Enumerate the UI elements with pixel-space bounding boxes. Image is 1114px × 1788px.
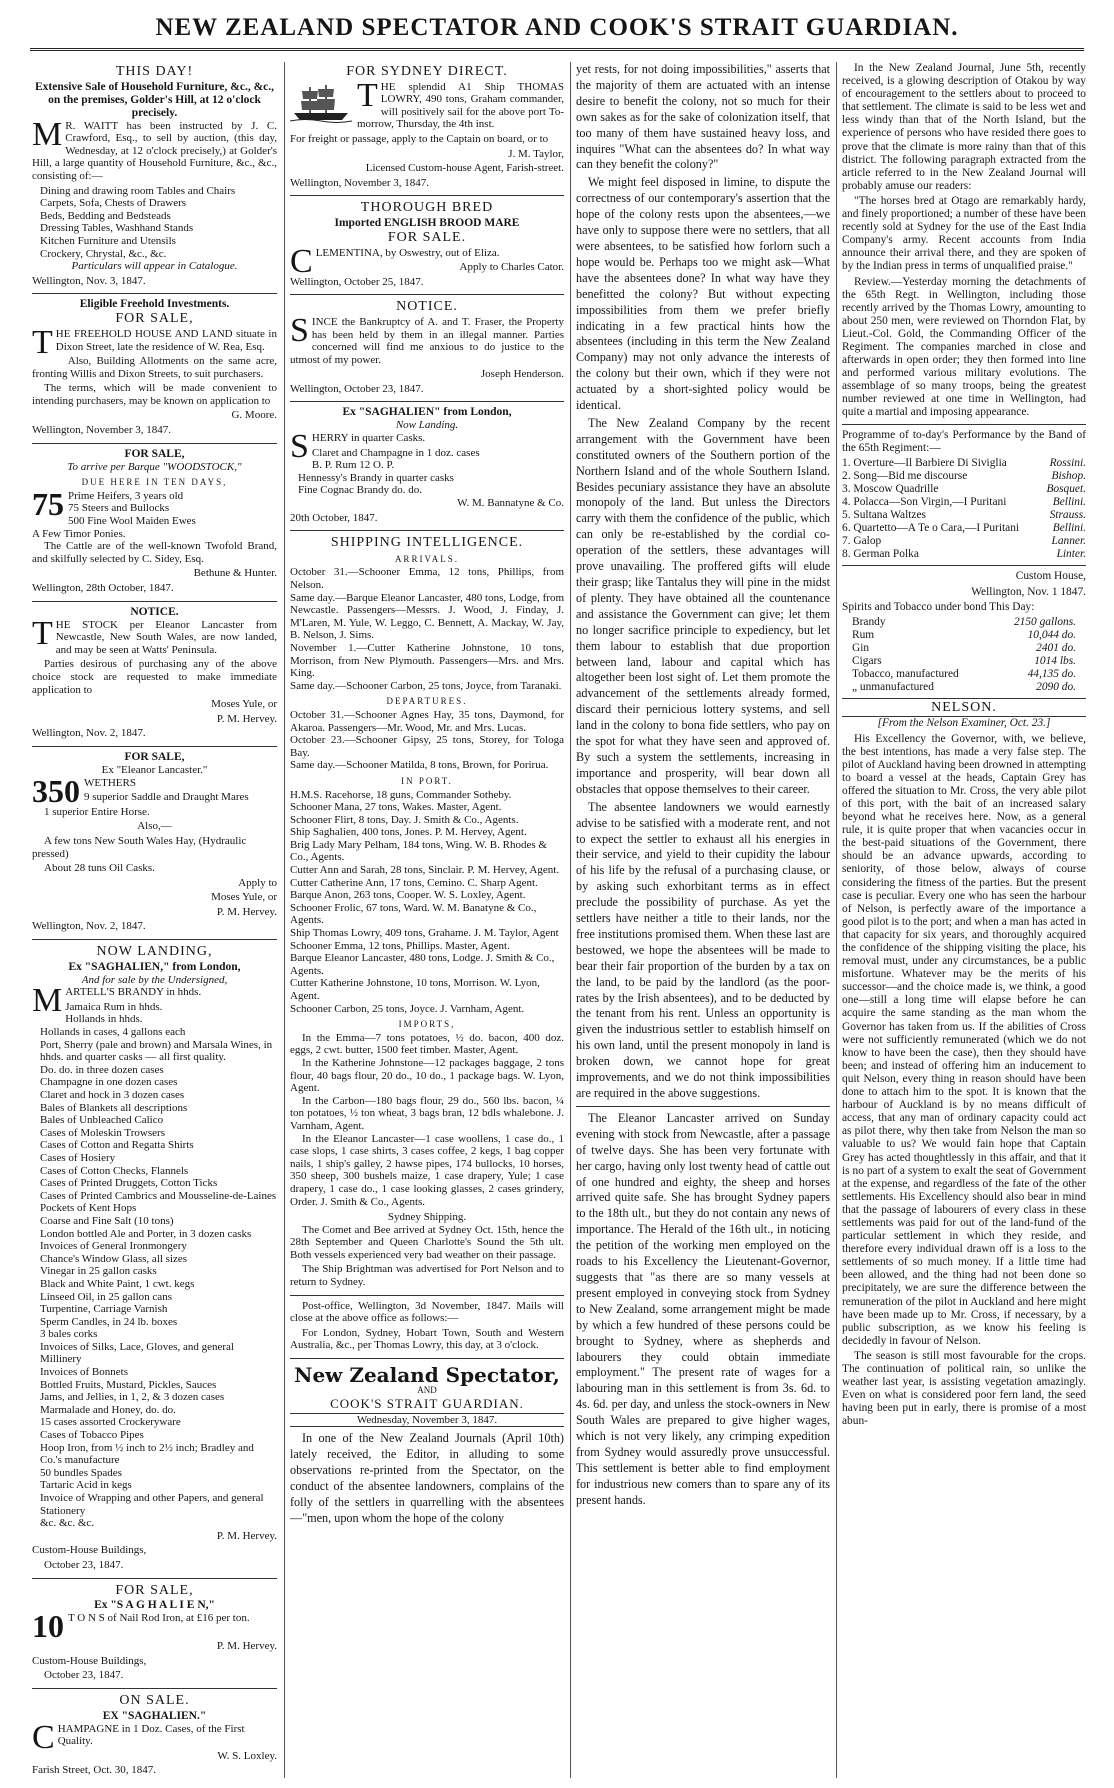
ad-title: THOROUGH BRED xyxy=(360,200,494,216)
ad-body: HE splendid A1 Ship THOMAS LOWRY, 490 tons, Graham commander, will positively sail for the above port To-morrow, Thursday, the 4th inst. xyxy=(357,80,564,131)
ad-item-list xyxy=(290,447,564,497)
ad-brood-mare xyxy=(290,198,564,295)
list-item: Dining and drawing room Tables and Chairs xyxy=(40,184,236,197)
table-row xyxy=(842,522,1086,535)
list-item: October 31.—Schooner Emma, 12 tons, Phillips, from Nelson. xyxy=(290,566,564,591)
departures-list xyxy=(290,709,564,772)
list-item: Marmalade and Honey, do. do. xyxy=(40,1403,176,1416)
list-item: Kitchen Furniture and Utensils xyxy=(40,234,176,247)
table-row xyxy=(842,457,1086,470)
list-item: Prime Heifers, 3 years old xyxy=(68,489,184,502)
ad-saghalien xyxy=(290,404,564,531)
ad-body: ARTELL'S BRANDY in hhds. xyxy=(65,986,202,999)
column-1 xyxy=(32,62,277,1780)
masthead-rule xyxy=(30,48,1084,51)
list-item: Cases of Hosiery xyxy=(40,1151,116,1164)
row-label: 6. Quartetto—A Te o Cara,—I Puritani xyxy=(842,522,1020,535)
list-item: 3 bales corks xyxy=(40,1328,98,1341)
ad-line: WETHERS xyxy=(84,776,136,789)
sydney-shipping-text: The Comet and Bee arrived at Sydney Oct. 15th, hence the 28th September and Queen Charlotte's Sound the 5th ult. Both vessels experienced very bad weather on their passage. xyxy=(290,1223,564,1261)
ad-line: 9 superior Saddle and Draught Mares xyxy=(84,791,249,804)
row-value: Bellini. xyxy=(1052,522,1086,535)
column-2 xyxy=(290,62,564,1780)
list-item: Ship Saghalien, 400 tons, Jones. P. M. Hervey, Agent. xyxy=(290,826,527,839)
ad-subtitle: FOR SALE, xyxy=(115,311,194,327)
ad-also: Also,— xyxy=(137,820,172,833)
list-item: Cutter Catherine Ann, 17 tons, Cemino. C. Sharp Agent. xyxy=(290,876,538,889)
drop-cap: T xyxy=(357,76,378,114)
ad-subtitle: To arrive per Barque "WOODSTOCK," xyxy=(67,460,242,473)
row-label: 3. Moscow Quadrille xyxy=(842,482,939,495)
ad-sydney-direct xyxy=(290,62,564,196)
ad-signature: Moses Yule, or xyxy=(211,891,277,904)
list-item: Black and White Paint, 1 cwt. kegs xyxy=(40,1277,195,1290)
ship-icon xyxy=(290,83,352,123)
ad-due: DUE HERE IN TEN DAYS, xyxy=(81,477,228,488)
ad-apply: Apply to Charles Cator. xyxy=(459,261,564,274)
ad-date: October 23, 1847. xyxy=(44,1558,124,1571)
column-rule xyxy=(570,62,571,1778)
ad-date: 20th October, 1847. xyxy=(290,511,378,524)
row-value: 44,135 do. xyxy=(1027,668,1076,681)
ad-number: 350 xyxy=(32,772,80,809)
ad-date: Wellington, Nov. 2, 1847. xyxy=(32,920,146,933)
editorial-paragraph: We might feel disposed in limine, to dispute the correctness of our contemporary's assertion that the hope of the colony rests upon the absentees,—we have only to suppose there were no settlers, that all were absentees, to be satisfied how forlorn such a hope would be. Perhaps too we might ask—What have the absentees done? In what way have they benefitted the colony? But without expecting impossibilities from them we prefer briefly indicating in a few practical hints how the absentees (including in this term the New Zealand Company) may not only advance the interests of the colony but their own, which if they were not actuated by a short-sighted policy would be identical. xyxy=(576,175,830,413)
table-row xyxy=(852,616,1076,629)
programme-title: Programme of to-day's Performance by the Band of the 65th Regiment:— xyxy=(842,428,1086,454)
ad-body: T O N S of Nail Rod Iron, at £16 per ton. xyxy=(68,1612,250,1625)
list-item: Bales of Unbleached Calico xyxy=(40,1114,164,1127)
custom-house-subtitle: Spirits and Tobacco under bond This Day: xyxy=(842,600,1035,613)
ad-date: Wellington, 28th October, 1847. xyxy=(32,582,174,594)
table-row xyxy=(852,681,1076,694)
ad-cattle-sale xyxy=(32,446,277,602)
paper-subtitle: COOK'S STRAIT GUARDIAN. xyxy=(330,1396,524,1412)
ad-title: ON SALE. xyxy=(119,1692,190,1708)
list-item: In the Emma—7 tons potatoes, ½ do. bacon, 400 doz. eggs, 2 cwt. butter, 1500 feet timber. Master, Agent. xyxy=(290,1031,564,1057)
row-label: Gin xyxy=(852,641,870,654)
programme-list xyxy=(842,457,1086,567)
list-item: Coarse and Fine Salt (10 tons) xyxy=(40,1214,174,1227)
ad-date: Wellington, Nov. 3, 1847. xyxy=(32,274,146,287)
row-label: 5. Sultana Waltzes xyxy=(842,509,926,522)
ad-title: NOTICE. xyxy=(396,299,458,315)
row-value: Bishop. xyxy=(1051,469,1086,482)
list-item: Turpentine, Carriage Varnish xyxy=(40,1303,168,1316)
row-value: 10,044 do. xyxy=(1027,628,1076,641)
ad-body: HE STOCK per Eleanor Lancaster from Newcastle, New South Wales, are now landed, and may be seen at Watts' Peninsula. xyxy=(55,618,277,656)
ad-body: LEMENTINA, by Oswestry, out of Eliza. xyxy=(315,246,500,259)
table-row xyxy=(842,483,1086,496)
list-item: Invoices of General Ironmongery xyxy=(40,1240,187,1253)
list-item: Schooner Flirt, 8 tons, Day. J. Smith & Co., Agents. xyxy=(290,813,519,826)
row-value: 2401 do. xyxy=(1036,641,1076,654)
ad-subtitle: Now Landing. xyxy=(395,419,459,432)
ad-number: 10 xyxy=(32,1608,64,1645)
list-item: Port, Sherry (pale and brown) and Marsala Wines, in hhds. and quarter casks — all first quality. xyxy=(40,1038,273,1064)
post-office-text: For London, Sydney, Hobart Town, South and Western Australia, &c., per Thomas Lowry, this day, at 3 o'clock. xyxy=(290,1326,564,1352)
row-label: 4. Polacca—Son Virgin,—I Puritani xyxy=(842,496,1007,508)
ad-stock-notice xyxy=(32,604,277,747)
ad-body: The terms, which will be made convenient to intending purchasers, may be known on application to xyxy=(32,382,277,407)
ad-signature: W. M. Bannatyne & Co. xyxy=(457,497,564,510)
list-item: Chance's Window Glass, all sizes xyxy=(40,1252,188,1265)
table-row xyxy=(842,496,1086,509)
editorial-paragraph: The absentee landowners we would earnestly advise to be satisfied with a moderate rent, and not to expect the settler to exhaust all his energies in their service, and yield to their cupidity the labour of his life by the refusal of a purchasing clause, or by asking such exhorbitant terms as in effect preclude the possibility of purchase. As yet the settlers have neither a title to their lands, nor the free institutions promised them. When these last are bestowed, we hope the absentees will be made to bear their fair proportion of the burden by a tax on the land, to be paid by the landlord (as the poor-rates by the Irish absentees), and to be deducted by the tenant from his rent. Unless an opportunity is given the industrious settler to establish himself on his own land, until the present monopoly in land is broken down, we cannot hope for great improvements, and we do not think impossibilities are required in the above suggestions. xyxy=(576,800,830,1107)
ad-line: A few tons New South Wales Hay, (Hydraulic pressed) xyxy=(32,834,247,860)
ad-date: Wellington, November 3, 1847. xyxy=(32,424,172,437)
list-item: Cases of Printed Druggets, Cotton Ticks xyxy=(40,1177,218,1190)
ad-freehold xyxy=(32,296,277,443)
list-item: In the Katherine Johnstone—12 packages baggage, 2 tons flour, 40 bags flour, 20 do., 10 do., 1 package bags. W. Lyon, Agent. xyxy=(290,1056,564,1095)
masthead xyxy=(30,10,1084,48)
row-value: Lanner. xyxy=(1051,535,1086,548)
ad-body: HERRY in quarter Casks. xyxy=(311,432,426,445)
list-item: Brig Lady Mary Pelham, 184 tons, Wing. W. B. Rhodes & Co., Agents. xyxy=(290,838,547,864)
row-value: 1014 lbs. xyxy=(1034,655,1076,668)
arrivals-heading: ARRIVALS. xyxy=(394,553,460,564)
ad-signature: P. M. Hervey. xyxy=(216,1640,277,1653)
list-item: Beds, Bedding and Bedsteads xyxy=(40,209,171,222)
post-office-text: Post-office, Wellington, 3d November, 1847. Mails will close at the above office as follows:— xyxy=(290,1299,564,1325)
shipping-intelligence xyxy=(290,533,564,1295)
list-item: Cases of Cotton and Regatta Shirts xyxy=(40,1139,194,1152)
ad-line: About 28 tuns Oil Casks. xyxy=(44,862,155,875)
paper-title: New Zealand Spectator, xyxy=(294,1363,560,1388)
row-value: 2090 do. xyxy=(1036,681,1076,694)
ad-item-list xyxy=(32,1001,277,1530)
editorial xyxy=(290,1361,564,1533)
paper-date: Wednesday, November 3, 1847. xyxy=(290,1413,564,1428)
table-row xyxy=(852,629,1076,642)
ad-line: 1 superior Entire Horse. xyxy=(44,805,150,818)
news-paragraph: The Eleanor Lancaster arrived on Sunday evening with stock from Newcastle, after a passage of twelve days. She has been very fortunate with her cargo, having only lost twenty head of cattle out of one hundred and eighty, the sheep and horses arrived quite safe. She has brought Sydney papers to the 18th ult., but they do not contain any news of importance. The Herald of the 16th ult., in noticing the petition of the working men employed on the roads to his Excellency the Lieutenant-Governor, suggests that "as there are so many vessels at present employed in conveying stock from Sydney to New Zealand, some arrangement might be made by which a few hundred of these persons could be brought to Sydney, where as shepherds and labourers they could obtain immediate employment." The present rate of wages for a labouring man in this settlement is from 3s. 6d. to 4s. 6d. per day, and unless the stock-owners in New South Wales are prepared to give higher wages, which is not very likely, any crimping expedition from Sydney would assuredly prove unsuccessful. This settlement is better able to find employment for industrious new comers than to spare any of its present hands. xyxy=(576,1110,830,1507)
ad-date: October 23, 1847. xyxy=(44,1669,124,1682)
list-item: Crockery, Chrystal, &c., &c. xyxy=(40,247,167,260)
row-label: Cigars xyxy=(852,655,882,668)
paper-and: AND xyxy=(417,1384,437,1395)
editorial-paragraph: yet rests, for not doing impossibilities," asserts that the majority of them are actuated with an intense desire to benefit the colony, not so much for their own sakes as for the sake of colonization itself, that too many of them have sustained heavy loss, and inquires "What can the absentees do? In what way can they benefit the colony?" xyxy=(576,62,830,172)
row-value: Bosquet. xyxy=(1046,482,1086,495)
in-port-list xyxy=(290,789,564,1016)
list-item: 500 Fine Wool Maiden Ewes xyxy=(68,515,196,528)
ad-body: R. WAITT has been instructed by J. C. Crawford, Esq., to sell by auction, (this day, Wednesday, at 12 o'clock precisely,) at Golder's Hill, a large quantity of Household Furniture, &c., &c., consisting of:— xyxy=(32,119,277,182)
row-label: 2. Song—Bid me discourse xyxy=(842,469,968,482)
table-row xyxy=(852,668,1076,681)
ad-date: Wellington, Nov. 2, 1847. xyxy=(32,727,146,740)
ad-title: Eligible Freehold Investments. xyxy=(79,298,230,311)
column-3 xyxy=(576,62,830,1780)
row-label: „ unmanufactured xyxy=(852,681,934,694)
list-item: Invoices of Silks, Lace, Gloves, and general Millinery xyxy=(40,1340,234,1366)
departures-heading: DEPARTURES. xyxy=(386,696,468,707)
list-item: Same day.—Barque Eleanor Lancaster, 480 tons, Lodge, from Newcastle. Passengers—Messrs. J. Wood, J. Finday, J. M'Laren, M. Yule, W. Leggo, C. Bennett, A. Mackay, W. Jay, B. Nelson, J. Sims. xyxy=(290,591,564,642)
ad-body: For freight or passage, apply to the Captain on board, or to xyxy=(290,132,549,145)
table-row xyxy=(842,535,1086,548)
list-item: In the Eleanor Lancaster—1 case woollens, 1 case do., 1 case slops, 1 case shirts, 3 cases coffee, 2 kegs, 1 bag copper nails, 1 ship's galley, 2 hawse pipes, 174 bullocks, 10 horses, 350 sheep, 300 bushels maize, 1 case drapery, Yule; 1 case drapery, 1 case do., 1 case looking glasses, 2 cases grindery, Order. J. Smith & Co., Agents. xyxy=(290,1132,564,1208)
table-row xyxy=(842,548,1086,561)
list-item: Dressing Tables, Washhand Stands xyxy=(40,222,194,235)
drop-cap: S xyxy=(290,311,309,349)
table-row xyxy=(852,642,1076,655)
ad-subtitle: Ex "SAGHALIEN," from London, xyxy=(68,960,241,973)
ad-champagne xyxy=(32,1691,277,1780)
ad-signature: J. M. Taylor, xyxy=(508,147,564,160)
list-item: Ship Thomas Lowry, 409 tons, Grahame. J. M. Taylor, Agent xyxy=(290,927,559,940)
list-item: Schooner Emma, 12 tons, Phillips. Master, Agent. xyxy=(290,939,510,952)
ad-subtitle: FOR SALE. xyxy=(387,229,467,245)
nelson-text: The season is still most favourable for the crops. The continuation of political rain, so unlike the weather last year, is assisting vegetation amazingly. Even on what is considered poor fern land, the seed having been put in early, there is promise of a most abun- xyxy=(842,1349,1086,1428)
list-item: Bottled Fruits, Mustard, Pickles, Sauces xyxy=(40,1378,217,1391)
row-value: Rossini. xyxy=(1049,456,1086,469)
editorial-text: In one of the New Zealand Journals (April 10th) lately received, the Editor, in alluding to some observations re-printed from the Spectator, on the conduct of the absentee landowners, complains of the folly of the settlers in quarrelling with the absentees—"men, upon whom the hope of the colony xyxy=(290,1431,564,1525)
column-rule xyxy=(284,62,285,1778)
ad-subtitle: Extensive Sale of Household Furniture, &c., &c., on the premises, Golder's Hill, at 12 o'clock precisely. xyxy=(34,80,275,119)
ad-body: HE FREEHOLD HOUSE AND LAND situate in Dixon Street, late the residence of W. Rea, Esq. xyxy=(55,327,277,353)
drop-cap: M xyxy=(32,982,63,1020)
list-item: Schooner Mana, 27 tons, Wakes. Master, Agent. xyxy=(290,801,502,814)
list-item: Vinegar in 25 gallon casks xyxy=(40,1265,157,1278)
list-item: H.M.S. Racehorse, 18 guns, Commander Sotheby. xyxy=(290,788,512,801)
drop-cap: S xyxy=(290,428,309,466)
row-value: Bellini. xyxy=(1052,496,1086,508)
row-value: Strauss. xyxy=(1049,509,1086,522)
ad-signature: P. M. Hervey. xyxy=(216,712,277,725)
table-row xyxy=(842,509,1086,522)
ad-subtitle: Imported ENGLISH BROOD MARE xyxy=(334,216,520,229)
list-item: 15 cases assorted Crockeryware xyxy=(40,1416,181,1429)
row-label: Brandy xyxy=(852,615,886,628)
ad-furniture-sale xyxy=(32,62,277,294)
drop-cap: M xyxy=(32,115,63,153)
sydney-shipping-text: The Ship Brightman was advertised for Port Nelson and to return to Sydney. xyxy=(290,1263,564,1289)
ad-title: FOR SYDNEY DIRECT. xyxy=(346,64,508,79)
ad-subtitle: Ex "Eleanor Lancaster." xyxy=(101,763,208,776)
row-value: Linter. xyxy=(1056,548,1086,561)
list-item: Hennessy's Brandy in quarter casks xyxy=(298,471,454,484)
nelson-text: His Excellency the Governor, with, we believe, the best intentions, has made a very false step. The pilot of Auckland having been drowned in attempting to board a vessel at the heads, Captain Grey has offered the situation to Mr. Cross, the very able pilot of this port, with the bait of an increased salary beyond what he receives here. Now, as a general rule, it is quite proper that when vacancies occur in the best-paid situations of the Government, there should be an advance upwards, according to seniority, of those below, always of course considering the fitness of the parties. But the present case is peculiar. Every one who has seen the harbour of Nelson, is perfectly aware of the importance a good pilot is to the port; and when a man has acted in that capacity for six years, and thoroughly acquired the confidence of the shipping visiting the place, his removal must, under any circumstances, be a public misfortune. Whatever may be the merits of his successor—and the choice made is, we think, a good one—still a long time will elapse before he can acquire the same standing as the man whom the Governor has taken from us. If the abilities of Cross were not sufficiently remunerated (which we do not know to have been the case), then they should have been; and instead of offering him an inducement to quit Nelson, every thing in reason should have been done to attach him to the spot. It is known that the harbour of Auckland is by no means difficult of access, that any man of ordinary capacity could act as pilot there, why then take from Nelson the man so valuable to us? We would fain hope that Captain Grey has acted thoughtlessly in this affair, and that it is no part of a system to exalt the seat of Government at the expense, and regardless of the fate of the other settlements. His Excellency should also bear in mind that the passage of labourers of every class in these settlements was paid for out of the land-fund of the particular settlement in which they reside, and therefore every individual drawn off is a loss to the settlements of so much money. If a little time had been allowed, and the thing had not been done so precipitately, we are sure the difference between the remuneration of the pilot in Auckland and here might have been made up to Mr. Cross, if necessary, by a public subscription, as we know his feeling is decidedly in favour of Nelson. xyxy=(842,732,1086,1347)
ad-signature: Licensed Custom-house Agent, Farish-street. xyxy=(365,162,564,175)
ad-body: The Cattle are of the well-known Twofold Brand, and skilfully selected by C. Sidey, Esq. xyxy=(32,540,277,565)
ad-date: Wellington, October 25, 1847. xyxy=(290,275,424,288)
nelson-source: [From the Nelson Examiner, Oct. 23.] xyxy=(842,716,1086,730)
drop-cap: C xyxy=(290,242,313,280)
row-label: 8. German Polka xyxy=(842,548,919,561)
list-item: Same day.—Schooner Carbon, 25 tons, Joyce, from Taranaki. xyxy=(290,679,562,692)
bond-table xyxy=(842,616,1086,700)
list-item: London bottled Ale and Porter, in 3 dozen casks xyxy=(40,1227,252,1240)
list-item: Schooner Carbon, 25 tons, Joyce. J. Varnham, Agent. xyxy=(290,1002,525,1015)
ad-title: NOW LANDING, xyxy=(96,944,213,960)
column-4 xyxy=(842,62,1086,1780)
row-value: 2150 gallons. xyxy=(1013,615,1076,628)
imports-heading: IMPORTS, xyxy=(398,1019,456,1030)
ad-subtitle: Ex "S A G H A L I E N," xyxy=(94,1599,215,1612)
ad-signature: P. M. Hervey. xyxy=(216,905,277,918)
list-item: Claret and Champagne in 1 doz. cases xyxy=(311,446,480,459)
list-item: October 31.—Schooner Agnes Hay, 35 tons, Daymond, for Akaroa. Passengers—Mr. Wood, Mr. and Mrs. Lucas. xyxy=(290,708,564,734)
ad-note: Particulars will appear in Catalogue. xyxy=(71,260,238,273)
list-item: Schooner Frolic, 67 tons, Ward. W. M. Banatyne & Co., Agents. xyxy=(290,901,537,927)
list-item: Hollands in hhds. xyxy=(65,1013,143,1026)
in-port-heading: IN PORT. xyxy=(401,775,453,786)
list-item: 50 bundles Spades xyxy=(40,1466,122,1479)
ad-signature: Joseph Henderson. xyxy=(480,368,564,381)
list-item: In the Carbon—180 bags flour, 29 do., 560 lbs. bacon, ¼ ton potatoes, ½ ton wheat, 3 bags bran, 12 bdls whalebone. J. Varnham, Agent. xyxy=(290,1094,564,1132)
drop-cap: C xyxy=(32,1718,55,1756)
list-item: Champagne in one dozen cases xyxy=(40,1076,178,1089)
list-item: Linseed Oil, in 25 gallon cans xyxy=(40,1290,172,1303)
custom-house-date: Wellington, Nov. 1 1847. xyxy=(971,585,1086,598)
list-item: Jamaica Rum in hhds. xyxy=(65,1000,163,1013)
ad-signature: P. M. Hervey. xyxy=(216,1529,277,1542)
list-item: 75 Steers and Bullocks xyxy=(68,502,170,515)
ad-body: Parties desirous of purchasing any of the above choice stock are requested to make immediate application to xyxy=(32,658,277,696)
ad-date: Farish Street, Oct. 30, 1847. xyxy=(32,1764,157,1777)
ad-title: FOR SALE, xyxy=(115,1582,194,1598)
ad-date: Wellington, October 23, 1847. xyxy=(290,382,424,395)
list-item: Hollands in cases, 4 gallons each xyxy=(40,1026,186,1039)
ad-title: FOR SALE, xyxy=(124,447,185,460)
ad-item-list xyxy=(32,185,277,261)
ad-body: HAMPAGNE in 1 Doz. Cases, of the First Quality. xyxy=(57,1722,245,1748)
list-item: Sperm Candles, in 24 lb. boxes xyxy=(40,1315,178,1328)
table-row xyxy=(842,470,1086,483)
list-item: Invoice of Wrapping and other Papers, and general Stationery xyxy=(40,1492,264,1517)
arrivals-list xyxy=(290,566,564,692)
drop-cap: T xyxy=(32,323,53,361)
ad-signature: Bethune & Hunter. xyxy=(193,567,277,580)
list-item: Cases of Moleskin Trowsers xyxy=(40,1126,165,1139)
row-label: Tobacco, manufactured xyxy=(852,668,959,681)
column-rule xyxy=(836,62,837,1778)
ad-nail-rod xyxy=(32,1581,277,1689)
list-item: Tartaric Acid in kegs xyxy=(40,1479,132,1492)
news-quote: "The horses bred at Otago are remarkably hardy, and finely proportioned; a number of these have been recently sold at Sydney for the use of the East India Company's army. Recent accounts from India announce their arrival there, and they are spoken of by the Indian press in terms of unqualified praise." xyxy=(842,194,1086,273)
ad-signature: Moses Yule, or xyxy=(211,698,277,711)
review-paragraph: Review.—Yesterday morning the detachments of the 65th Regt. in Wellington, including those recently arrived by the Thomas Lowry, amounting to about 250 men, were reviewed on Thorndon Flat, by Lieut.-Col. Gold, the Commanding Officer of the Regiment. The companies marched in close and afterwards in open order; they then formed into line and performed various military evolutions. The assemblage of so many troops, being the greatest number reviewed at one time in Wellington, had quite a martial and imposing appearance. xyxy=(842,276,1086,425)
ad-title: THIS DAY! xyxy=(115,64,194,79)
ad-place: Custom-House Buildings, xyxy=(32,1544,147,1557)
row-label: 1. Overture—Il Barbiere Di Siviglia xyxy=(842,456,1007,469)
drop-cap: T xyxy=(32,614,53,652)
list-item: Hoop Iron, from ½ inch to 2½ inch; Bradley and Co.'s manufacture xyxy=(40,1441,254,1467)
ad-wethers xyxy=(32,749,277,940)
ad-apply: Apply to xyxy=(238,876,277,889)
news-paragraph: In the New Zealand Journal, June 5th, recently received, is a glowing description of Otakou by way of encouragement to the settlers about to proceed to that settlement. The climate is said to be less wet and less windy than that of the North Island, but the experience of persons who have resided there goes to prove that the climate is more rainy than that of this district. The following paragraph extracted from the article referred to in the New Zealand Journal will probably amuse our readers: xyxy=(842,62,1086,192)
list-item: A Few Timor Ponies. xyxy=(32,527,126,540)
list-item: Do. do. in three dozen cases xyxy=(40,1063,164,1076)
list-item: Invoices of Bonnets xyxy=(40,1366,128,1379)
row-label: Rum xyxy=(852,628,875,641)
list-item: B. P. Rum 12 O. P. xyxy=(311,459,395,472)
list-item: Barque Eleanor Lancaster, 480 tons, Lodge. J. Smith & Co., Agents. xyxy=(290,952,555,977)
list-item: Cutter Katherine Johnstone, 10 tons, Morrison. W. Lyon, Agent. xyxy=(290,977,540,1002)
ad-date: Wellington, November 3, 1847. xyxy=(290,176,430,189)
list-item: Carpets, Sofa, Chests of Drawers xyxy=(40,197,187,210)
list-item: Barque Anon, 263 tons, Cooper. W. S. Loxley, Agent. xyxy=(290,889,526,902)
ad-title: FOR SALE, xyxy=(124,750,185,763)
ad-body: Also, Building Allotments on the same acre, fronting Willis and Dixon Streets, to suit purchasers. xyxy=(32,355,277,380)
sydney-shipping-heading: Sydney Shipping. xyxy=(387,1211,467,1224)
nelson-heading: NELSON. xyxy=(931,700,997,716)
table-row xyxy=(852,655,1076,668)
ad-signature: G. Moore. xyxy=(231,409,277,422)
list-item: Fine Cognac Brandy do. do. xyxy=(298,484,423,497)
list-item: Pockets of Kent Hops xyxy=(40,1202,137,1215)
ad-signature: W. S. Loxley. xyxy=(217,1749,277,1762)
post-office-notice xyxy=(290,1298,564,1359)
list-item: October 23.—Schooner Gipsy, 25 tons, Storey, for Tologa Bay. xyxy=(290,734,564,759)
list-item: Bales of Blankets all descriptions xyxy=(40,1101,188,1114)
list-item: November 1.—Cutter Katherine Johnstone, 10 tons, Morrison, from New Plymouth. Passengers—Mrs. and Mrs. King. xyxy=(290,641,564,680)
list-item: Same day.—Schooner Matilda, 8 tons, Brown, for Porirua. xyxy=(290,759,549,772)
ad-title: Ex "SAGHALIEN" from London, xyxy=(342,406,512,419)
list-item: Cases of Printed Cambrics and Mousseline-de-Laines xyxy=(40,1189,277,1202)
ad-place: Custom-House Buildings, xyxy=(32,1654,147,1667)
list-item: Jams, and Jellies, in 1, 2, & 3 dozen cases xyxy=(40,1391,225,1404)
ad-now-landing xyxy=(32,942,277,1579)
ad-title: NOTICE. xyxy=(130,605,179,618)
list-item: Cases of Tobacco Pipes xyxy=(40,1429,144,1442)
editorial-paragraph: The New Zealand Company by the recent arrangement with the Government have been constituted owners of the Southern portion of the Northern Island and of the whole Southern Island. Besides pecuniary assistance they have an absolute monopoly of the land. But unless the Directors carry with them the confidence of the public, which can only be re-established by the cordial co-operation of the settlers, these advantages will prove unavailing. The proffered gifts will elude their grasp; like Tantalus they will pine in the midst of plenty. They have obtained all the countenance and assistance the Government can give; let them no longer sacrifice principle to expediency, but let them labour to establish that due proportion between land, labour and capital which has altogether been lost sight of. Let them promote the advancement of the settlements already formed, discard their pernicious lottery systems, and sell land in the colony to bona fide settlers, who pay on the spot for what they have seen and approved of. By such a system the settlements, increasing in importance and prosperity, will bear down all obstacles that oppose themselves to their career. xyxy=(576,415,830,796)
masthead-title: NEW ZEALAND SPECTATOR AND COOK'S STRAIT GUARDIAN. xyxy=(155,14,959,41)
ad-body: INCE the Bankruptcy of A. and T. Fraser, the Property has been held by them in an illegal manner. Parties concerned will find me anxious to do justice to the utmost of my power. xyxy=(290,315,564,366)
ad-subtitle: And for sale by the Undersigned, xyxy=(81,973,228,986)
list-item: Claret and hock in 3 dozen cases xyxy=(40,1089,185,1101)
list-item: &c. &c. &c. xyxy=(40,1517,95,1530)
ad-notice xyxy=(290,297,564,402)
imports-list xyxy=(290,1032,564,1208)
list-item: Cases of Cotton Checks, Flannels xyxy=(40,1164,189,1177)
custom-house-title: Custom House, xyxy=(1015,570,1086,583)
ad-line-list xyxy=(32,485,277,540)
list-item: Cutter Ann and Sarah, 28 tons, Sinclair. P. M. Hervey, Agent. xyxy=(290,864,560,877)
ad-subtitle: EX "SAGHALIEN." xyxy=(102,1709,207,1722)
ad-number: 75 xyxy=(32,485,64,522)
row-label: 7. Galop xyxy=(842,535,882,548)
section-title: SHIPPING INTELLIGENCE. xyxy=(330,535,524,551)
